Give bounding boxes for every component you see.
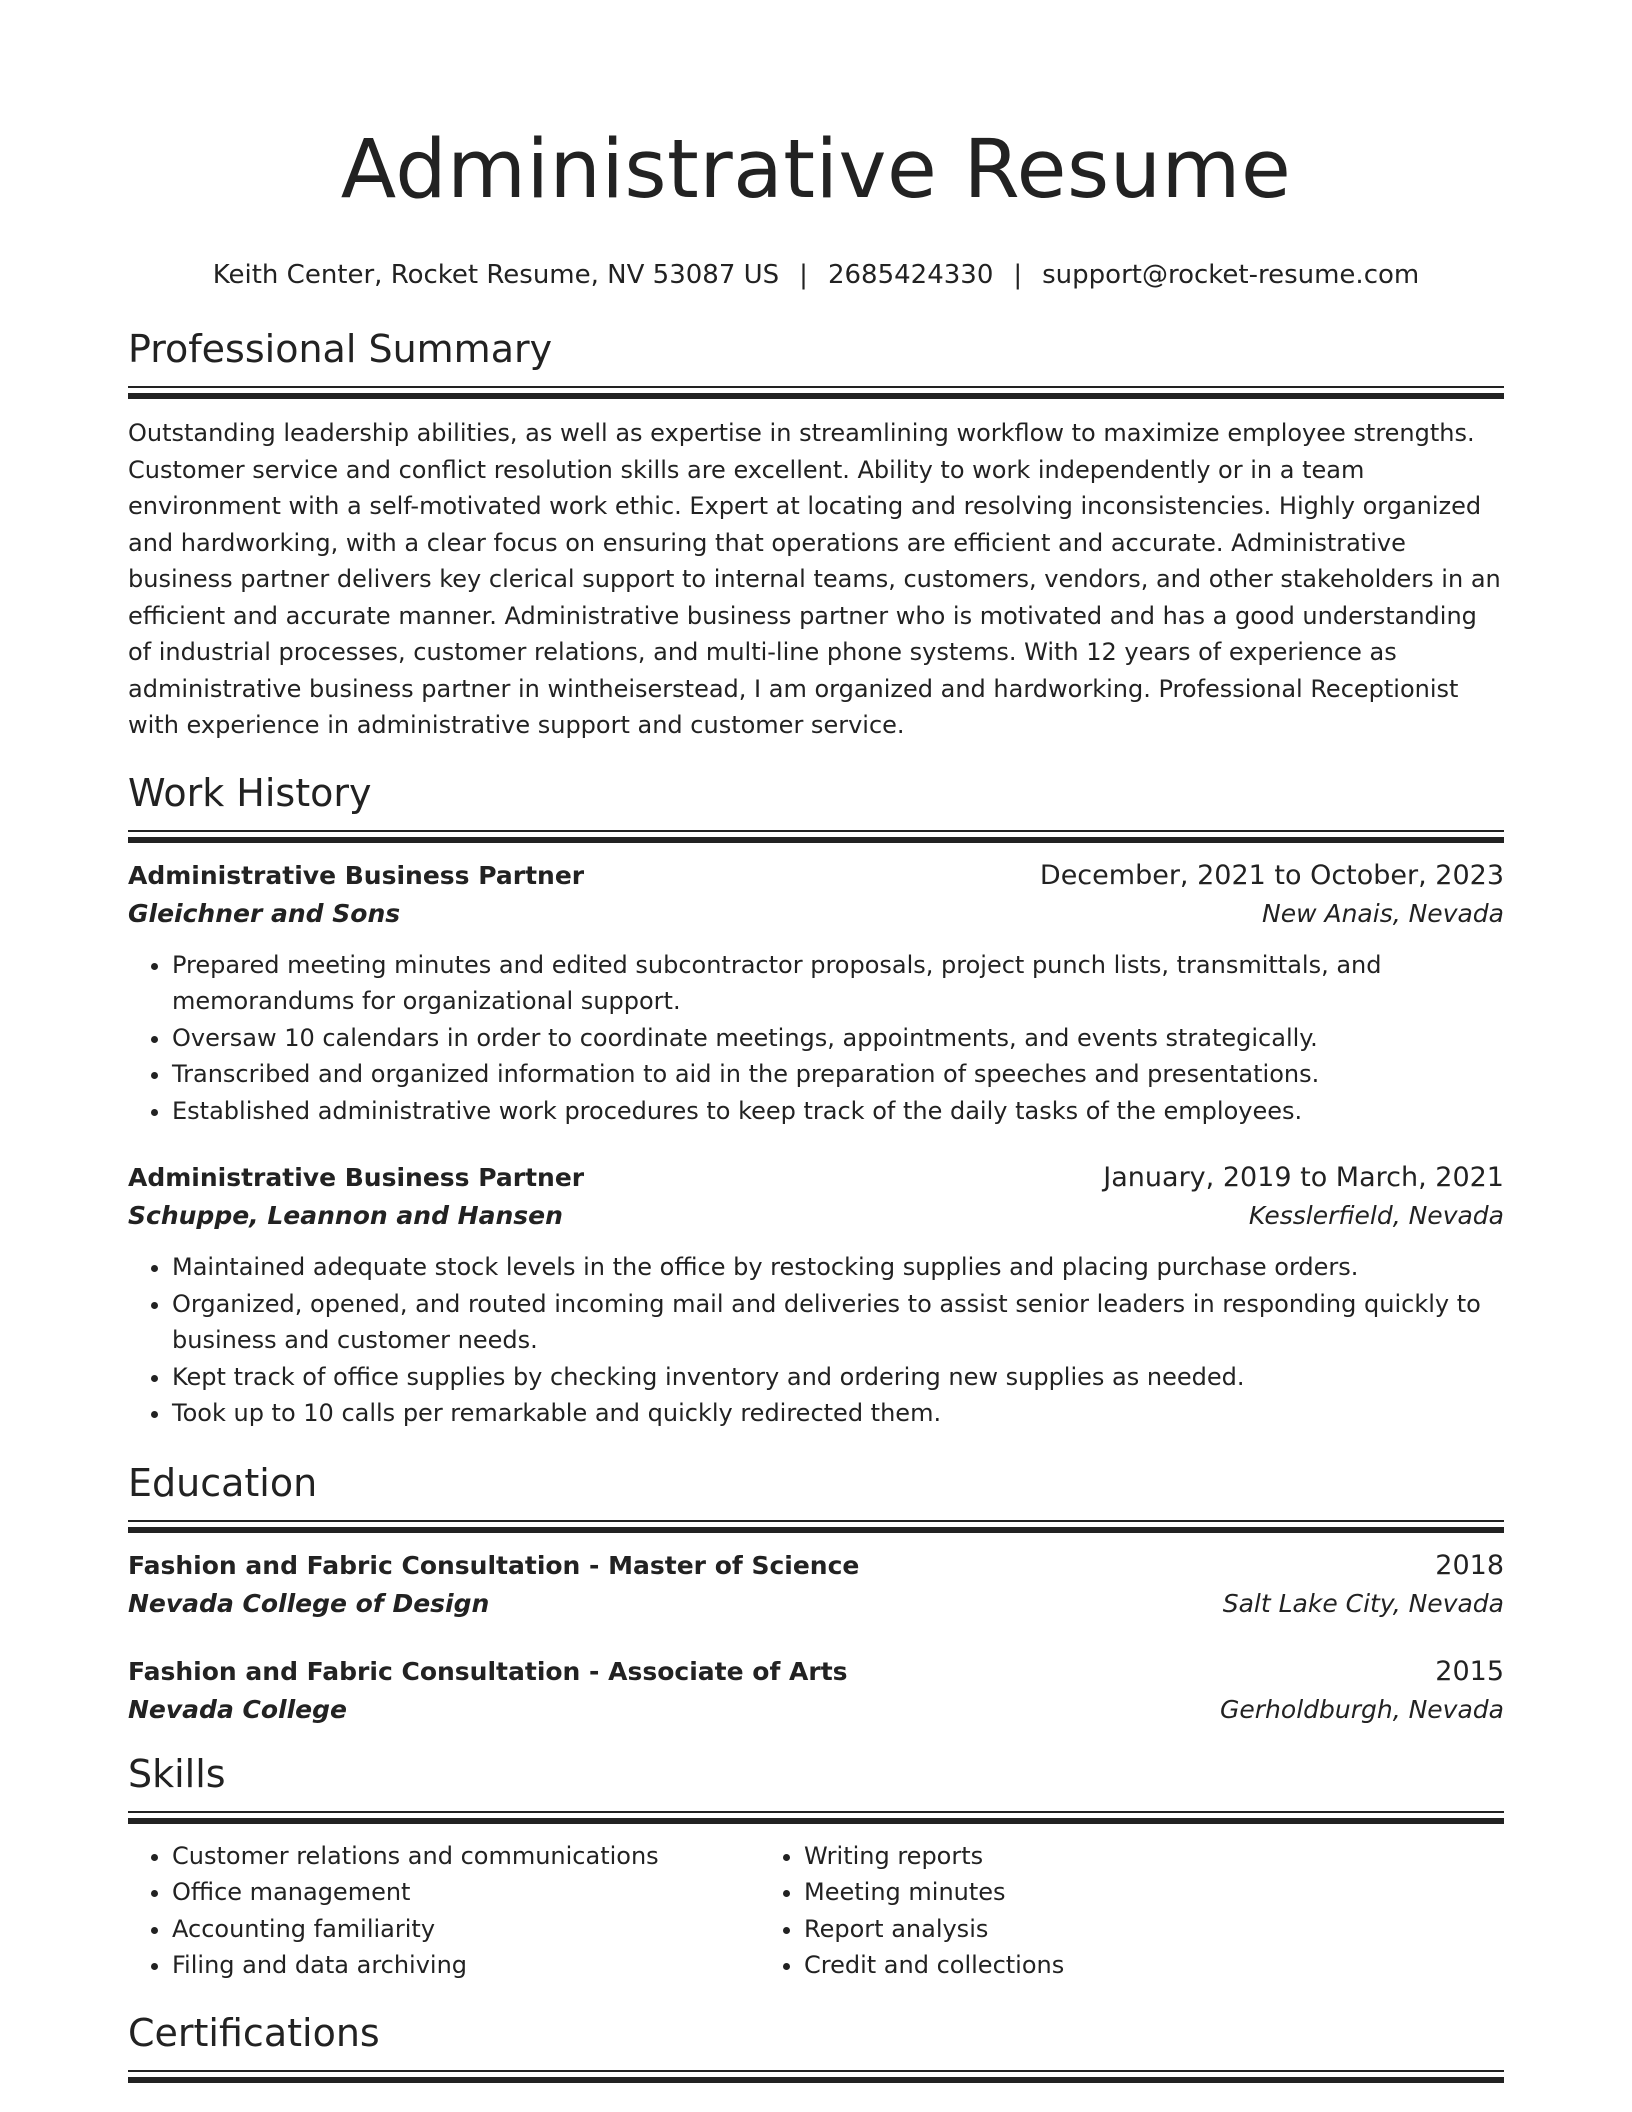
job-bullet: • Kept track of office supplies by checking inventory and ordering new supplies as needed. (172, 1359, 1504, 1396)
skills-heading: Skills (128, 1751, 226, 1796)
job-location: Kesslerfield, Nevada (1248, 1201, 1504, 1230)
education-heading: Education (128, 1460, 318, 1505)
job-bullet: • Took up to 10 calls per remarkable and quickly redirected them. (172, 1395, 1504, 1432)
skills-list-left (128, 1838, 760, 1984)
job-entry (128, 857, 1504, 1130)
work-heading: Work History (128, 770, 372, 815)
education-degree: Fashion and Fabric Consultation - Master of Science (128, 1550, 860, 1580)
certifications-section-header (128, 2010, 1504, 2083)
education-entry (128, 1653, 1504, 1729)
section-divider (128, 1811, 1504, 1824)
contact-separator: | (1013, 260, 1023, 290)
skills-grid (128, 1838, 1504, 1984)
education-entry (128, 1547, 1504, 1623)
section-divider (128, 2070, 1504, 2083)
section-divider (128, 386, 1504, 399)
education-location: Salt Lake City, Nevada (1222, 1588, 1504, 1618)
skill-item: • Customer relations and communications (172, 1838, 760, 1875)
job-title-row (128, 1159, 1504, 1197)
education-degree-row (128, 1653, 1504, 1691)
job-bullet: • Organized, opened, and routed incoming mail and deliveries to assist senior leaders in responding quickly to business and customer needs. (172, 1286, 1504, 1359)
education-location: Gerholdburgh, Nevada (1220, 1694, 1504, 1724)
job-bullet: • Transcribed and organized information to aid in the preparation of speeches and presentations. (172, 1056, 1504, 1093)
job-dates: January, 2019 to March, 2021 (1103, 1162, 1504, 1193)
education-school-row (128, 1585, 1504, 1623)
section-divider (128, 1520, 1504, 1533)
contact-address: Keith Center, Rocket Resume, NV 53087 US (212, 260, 780, 290)
contact-line (128, 258, 1504, 292)
job-company: Schuppe, Leannon and Hansen (128, 1201, 563, 1230)
education-section-header (128, 1460, 1504, 1533)
summary-heading: Professional Summary (128, 327, 553, 371)
education-school: Nevada College (128, 1694, 347, 1724)
skill-item: • Meeting minutes (804, 1874, 1460, 1911)
skill-item: • Writing reports (804, 1838, 1460, 1875)
section-divider (128, 830, 1504, 843)
job-bullet-list (128, 1249, 1504, 1432)
job-title-row (128, 857, 1504, 895)
education-school-row (128, 1691, 1504, 1729)
contact-phone: 2685424330 (827, 260, 994, 290)
contact-email: support@rocket-resume.com (1042, 260, 1420, 290)
job-title: Administrative Business Partner (128, 860, 585, 890)
job-bullet: • Oversaw 10 calendars in order to coordinate meetings, appointments, and events strategically. (172, 1020, 1504, 1057)
job-bullet: • Established administrative work procedures to keep track of the daily tasks of the employees. (172, 1093, 1504, 1130)
job-company: Gleichner and Sons (128, 898, 401, 928)
job-company-row (128, 1197, 1504, 1235)
job-dates: December, 2021 to October, 2023 (1039, 859, 1504, 891)
education-year: 2018 (1435, 1549, 1504, 1581)
education-degree: Fashion and Fabric Consultation - Associate of Arts (128, 1656, 848, 1686)
job-entry (128, 1159, 1504, 1432)
job-location: New Anais, Nevada (1262, 898, 1504, 928)
education-year: 2015 (1435, 1655, 1504, 1687)
skills-section-header (128, 1751, 1504, 1824)
resume-title: Administrative Resume (340, 123, 1292, 217)
job-title: Administrative Business Partner (128, 1163, 585, 1192)
certifications-heading: Certifications (128, 2010, 380, 2055)
summary-text: Outstanding leadership abilities, as well as expertise in streamlining workflow to maximize employee strengths. Customer service and conflict resolution skills are excellent. Ability to work independently or in a team environment with a self-motivated work ethic. Expert at locating and resolving inconsistencies. Highly organized and hardworking, with a clear focus on ensuring that operations are efficient and accurate. Administrative business partner delivers key clerical support to internal teams, customers, vendors, and other stakeholders in an efficient and accurate manner. Administrative business partner who is motivated and has a good understanding of industrial processes, customer relations, and multi-line phone systems. With 12 years of experience as administrative business partner in wintheiserstead, I am organized and hardworking. Professional Receptionist with experience in administrative support and customer service. (128, 419, 1501, 739)
work-section-header (128, 770, 1504, 843)
education-degree-row (128, 1547, 1504, 1585)
summary-section-header (128, 326, 1504, 399)
resume-page (128, 0, 1504, 2083)
skill-item: • Accounting familiarity (172, 1911, 760, 1948)
education-school: Nevada College of Design (128, 1588, 490, 1618)
skill-item: • Credit and collections (804, 1947, 1460, 1984)
job-bullet-list (128, 947, 1504, 1130)
skill-item: • Office management (172, 1874, 760, 1911)
skill-item: • Filing and data archiving (172, 1947, 760, 1984)
skills-list-right (760, 1838, 1460, 1984)
job-company-row (128, 895, 1504, 933)
job-bullet: • Maintained adequate stock levels in the office by restocking supplies and placing purchase orders. (172, 1249, 1504, 1286)
job-bullet: • Prepared meeting minutes and edited subcontractor proposals, project punch lists, transmittals, and memorandums for organizational support. (172, 947, 1504, 1020)
skill-item: • Report analysis (804, 1911, 1460, 1948)
contact-separator: | (799, 260, 808, 290)
